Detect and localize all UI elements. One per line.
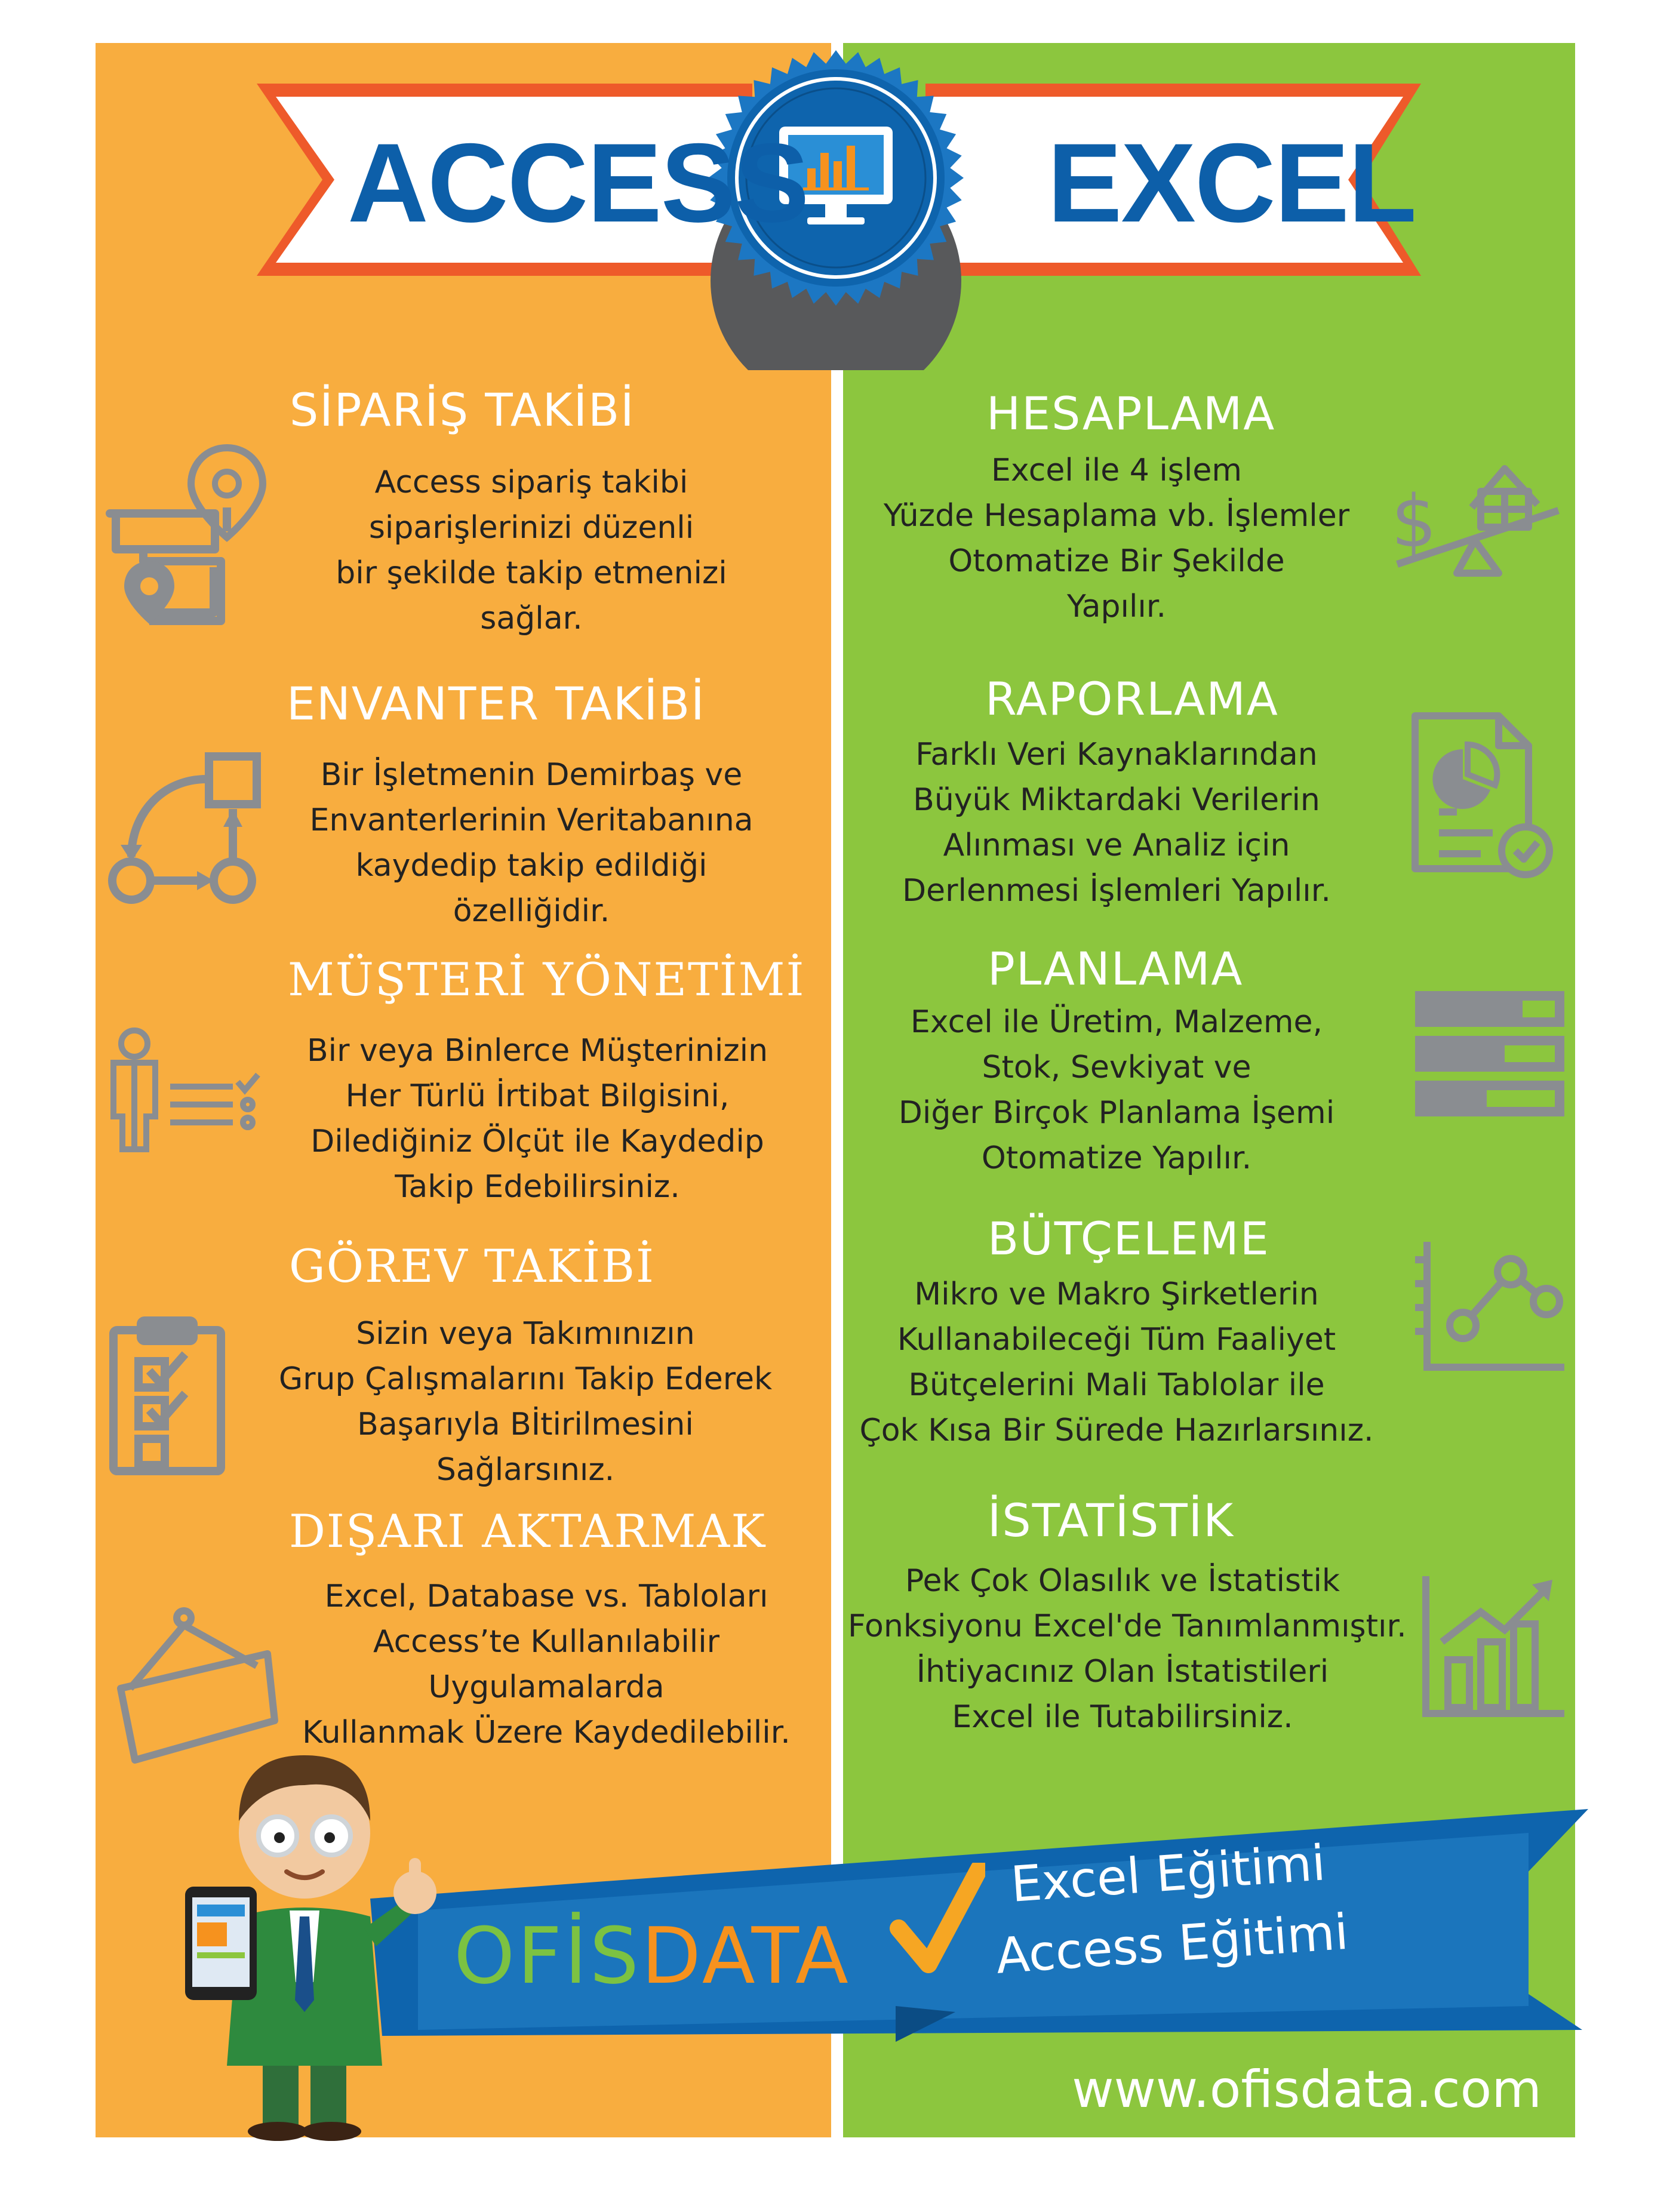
section-title: İSTATİSTİK (988, 1494, 1235, 1547)
section-body: Bir İşletmenin Demirbaş ve Envanterlerinin Veritabanına kaydedip takip edildiği özelliğidir. (309, 757, 754, 929)
section-title: DIŞARI AKTARMAK (289, 1505, 767, 1558)
access-title: ACCESS (348, 120, 808, 245)
section-body: Excel, Database vs. Tabloları Access’te Kullanılabilir Uygulamalarda Kullanmak Üzere Kaydedilebilir. (302, 1579, 791, 1750)
section-title: HESAPLAMA (986, 387, 1276, 440)
section-title: MÜŞTERİ YÖNETİMİ (288, 953, 805, 1006)
section-title: ENVANTER TAKİBİ (287, 677, 706, 730)
section-body: Farklı Veri Kaynaklarından Büyük Miktardaki Verilerin Alınması ve Analiz için Derlenmesi İşlemleri Yapılır. (902, 737, 1331, 909)
section-title: RAPORLAMA (985, 672, 1279, 725)
section-title: SİPARİŞ TAKİBİ (290, 383, 635, 436)
section-body: Mikro ve Makro Şirketlerin Kullanabileceği Tüm Faaliyet Bütçelerini Mali Tablolar ile Çok Kısa Bir Sürede Hazırlarsınız. (859, 1276, 1374, 1448)
section-body: Excel ile Üretim, Malzeme, Stok, Sevkiyat ve Diğer Birçok Planlama İşemi Otomatize Yapılır. (898, 1004, 1335, 1176)
section-body: Bir veya Binlerce Müşterinizin Her Türlü İrtibat Bilgisini, Dilediğiniz Ölçüt ile Kaydedip Takip Edebilirsiniz. (306, 1033, 768, 1205)
businessman-tablet-mascot (173, 1719, 448, 2143)
ofisdata-logo: OFİSDATA (454, 1910, 851, 2001)
ribbon-line-1: Excel Eğitimi (1009, 1835, 1327, 1913)
section-title: BÜTÇELEME (988, 1212, 1270, 1265)
section-title: PLANLAMA (988, 942, 1244, 995)
website-url[interactable]: www.ofisdata.com (1072, 2060, 1542, 2119)
dollar-icon: $ (1391, 481, 1437, 564)
section-title: GÖREV TAKİBİ (289, 1239, 655, 1293)
section-body: Access sipariş takibi siparişlerinizi düzenli bir şekilde takip etmenizi sağlar. (336, 464, 727, 636)
checkmark-icon (890, 1863, 985, 1976)
excel-title: EXCEL (1047, 120, 1416, 245)
section-body: Pek Çok Olasılık ve İstatistik Fonksiyonu Excel'de Tanımlanmıştır. İhtiyacınız Olan İstatistileri Excel ile Tutabilirsiniz. (848, 1563, 1407, 1735)
section-body: Sizin veya Takımınızın Grup Çalışmalarını Takip Ederek Başarıyla Bİtirilmesini Sağlarsınız. (278, 1316, 773, 1488)
section-body: Excel ile 4 işlem Yüzde Hesaplama vb. İşlemler Otomatize Bir Şekilde Yapılır. (883, 453, 1350, 624)
ribbon-line-2: Access Eğitimi (994, 1903, 1351, 1985)
